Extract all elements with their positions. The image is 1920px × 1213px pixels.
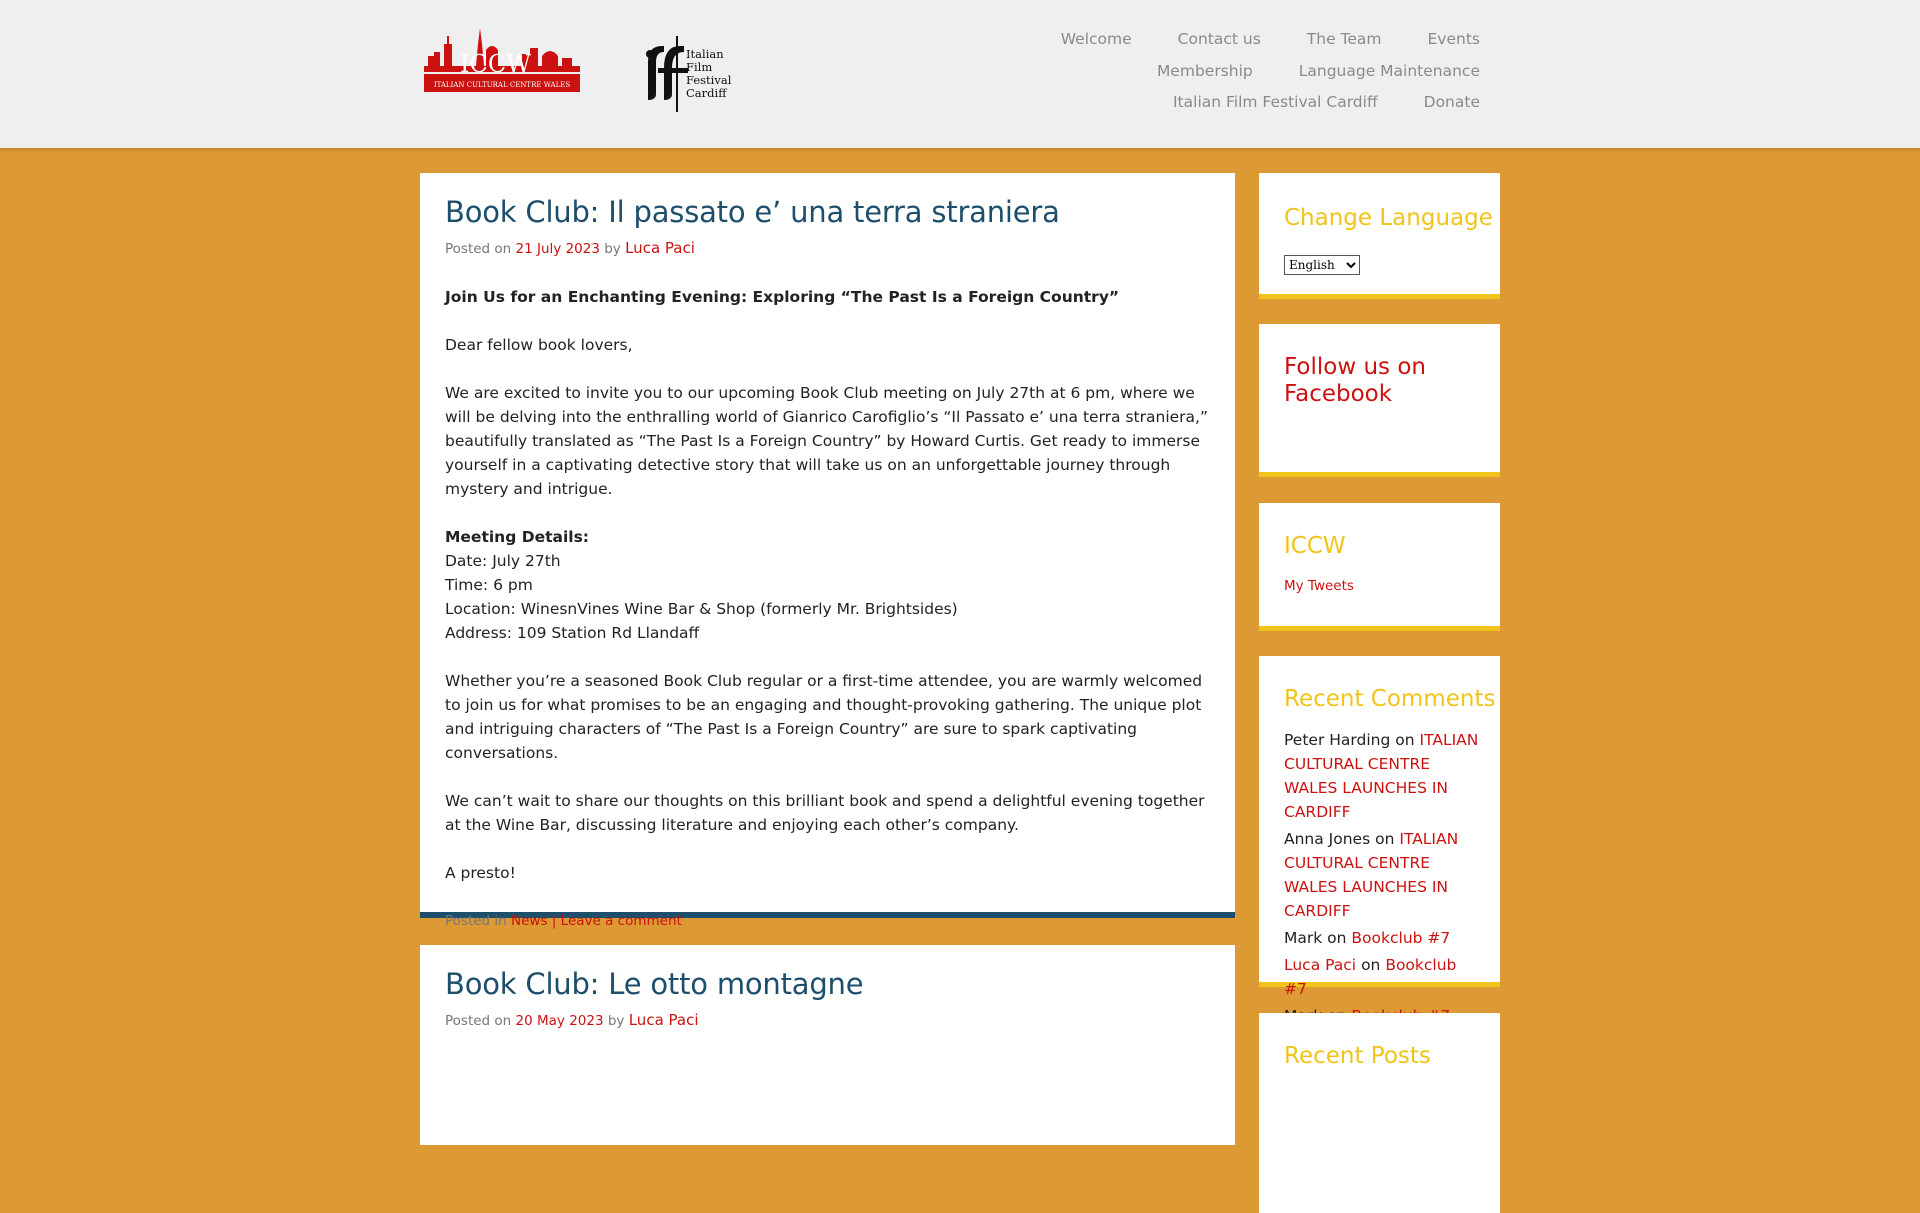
posted-on-label: Posted on bbox=[445, 241, 512, 257]
language-select[interactable] bbox=[1284, 255, 1360, 275]
meeting-time: Time: 6 pm bbox=[445, 576, 533, 594]
nav-italian-film-festival[interactable]: Italian Film Festival Cardiff bbox=[1172, 93, 1378, 111]
iccw-logo-subtext: ITALIAN CULTURAL CENTRE WALES bbox=[433, 81, 571, 89]
comment-post-link[interactable]: Bookclub #7 bbox=[1351, 929, 1451, 947]
post-date-link[interactable]: 21 July 2023 bbox=[515, 241, 600, 257]
posted-on-label: Posted on bbox=[445, 1013, 512, 1029]
posted-in-label: Posted in bbox=[445, 913, 507, 929]
post-intro-heading: Join Us for an Enchanting Evening: Exploring “The Past Is a Foreign Country” bbox=[445, 288, 1120, 306]
comment-post-link[interactable]: ITALIAN CULTURAL CENTRE WALES LAUNCHES IN CARDIFF bbox=[1284, 731, 1479, 821]
widget-title: Recent Posts bbox=[1284, 1043, 1431, 1069]
nav-the-team[interactable]: The Team bbox=[1306, 30, 1382, 48]
post-author-link[interactable]: Luca Paci bbox=[625, 239, 695, 257]
post-meta bbox=[445, 1011, 699, 1029]
leave-comment-link[interactable]: Leave a comment bbox=[560, 913, 682, 929]
nav-welcome[interactable]: Welcome bbox=[1060, 30, 1132, 48]
post-signoff: A presto! bbox=[445, 864, 516, 882]
on-label: on bbox=[1375, 830, 1395, 848]
facebook-widget bbox=[1259, 324, 1500, 477]
comment-author: Anna Jones bbox=[1284, 830, 1371, 848]
post-paragraph: We can’t wait to share our thoughts on this brilliant book and spend a delightful evening together at the Wine Bar, discussing literature and enjoying each other’s company. bbox=[445, 792, 1205, 834]
comment-post-link[interactable]: Bookclub #7 bbox=[1284, 956, 1457, 998]
meeting-date: Date: July 27th bbox=[445, 552, 561, 570]
iff-logo-line: Cardiff bbox=[686, 86, 727, 100]
nav-language-maintenance[interactable]: Language Maintenance bbox=[1298, 62, 1480, 80]
on-label: on bbox=[1327, 929, 1347, 947]
follow-facebook-link[interactable]: Follow us on Facebook bbox=[1284, 354, 1426, 407]
nav-contact-us[interactable]: Contact us bbox=[1177, 30, 1261, 48]
my-tweets-link[interactable]: My Tweets bbox=[1284, 578, 1354, 594]
post-paragraph: Whether you’re a seasoned Book Club regular or a first-time attendee, you are warmly welcomed to join us for what promises to be an engaging and thought-provoking gathering. The unique plot and intriguing characters of “The Past Is a Foreign Country” are sure to spark captivating conversations. bbox=[445, 672, 1203, 762]
iccw-widget bbox=[1259, 503, 1500, 631]
post-content bbox=[445, 285, 1215, 933]
on-label: on bbox=[1395, 731, 1415, 749]
post-meta bbox=[445, 239, 695, 257]
iccw-logo-text: ICCW bbox=[460, 50, 531, 78]
by-label: by bbox=[607, 1013, 625, 1029]
widget-title: ICCW bbox=[1284, 533, 1346, 559]
nav-events[interactable]: Events bbox=[1427, 30, 1480, 48]
post-date-link[interactable]: 20 May 2023 bbox=[515, 1013, 604, 1029]
post-article bbox=[420, 945, 1235, 1145]
meeting-details-heading: Meeting Details: bbox=[445, 528, 589, 546]
comment-item bbox=[1284, 926, 1484, 950]
nav-membership[interactable]: Membership bbox=[1156, 62, 1253, 80]
recent-comments-list bbox=[1284, 728, 1484, 1031]
recent-posts-widget bbox=[1259, 1013, 1500, 1213]
widget-title: Recent Comments bbox=[1284, 686, 1496, 712]
meeting-location: Location: WinesnVines Wine Bar & Shop (formerly Mr. Brightsides) bbox=[445, 600, 958, 618]
on-label: on bbox=[1361, 956, 1381, 974]
comment-author-link[interactable]: Luca Paci bbox=[1284, 956, 1357, 974]
post-title[interactable]: Book Club: Il passato e’ una terra straniera bbox=[445, 195, 1060, 229]
widget-title: Change Language bbox=[1284, 205, 1493, 231]
site-header bbox=[0, 0, 1920, 148]
meeting-address: Address: 109 Station Rd Llandaff bbox=[445, 624, 700, 642]
iff-logo-line: Italian bbox=[686, 47, 724, 61]
comment-post-link[interactable]: ITALIAN CULTURAL CENTRE WALES LAUNCHES IN CARDIFF bbox=[1284, 830, 1459, 920]
comment-item bbox=[1284, 953, 1484, 1001]
iff-logo-divider bbox=[676, 36, 678, 112]
footer-separator: | bbox=[551, 913, 557, 929]
comment-author: Mark bbox=[1284, 929, 1323, 947]
comment-author: Peter Harding bbox=[1284, 731, 1391, 749]
post-article bbox=[420, 173, 1235, 929]
iccw-logo[interactable] bbox=[422, 26, 582, 98]
by-label: by bbox=[604, 241, 621, 257]
post-author-link[interactable]: Luca Paci bbox=[628, 1011, 699, 1029]
change-language-widget bbox=[1259, 173, 1500, 299]
comment-item bbox=[1284, 728, 1484, 824]
iff-logo-line: Film bbox=[686, 60, 713, 74]
iff-logo-line: Festival bbox=[686, 73, 732, 87]
nav-row bbox=[1157, 62, 1480, 80]
nav-donate[interactable]: Donate bbox=[1423, 93, 1480, 111]
nav-row bbox=[1061, 30, 1480, 48]
comment-item bbox=[1284, 827, 1484, 923]
category-link-news[interactable]: News bbox=[511, 913, 548, 929]
post-paragraph: We are excited to invite you to our upcoming Book Club meeting on July 27th at 6 pm, where we will be delving into the enthralling world of Gianrico Carofiglio’s “Il Passato e’ una terra straniera,” beautifully translated as “The Past Is a Foreign Country” by Howard Curtis. Get ready to immerse yourself in a captivating detective story that will take us on an unforgettable journey through mystery and intrigue. bbox=[445, 384, 1208, 498]
post-title[interactable]: Book Club: Le otto montagne bbox=[445, 967, 864, 1001]
recent-comments-widget bbox=[1259, 656, 1500, 998]
iff-logo-text bbox=[686, 48, 731, 100]
post-footer bbox=[445, 909, 1215, 933]
post-greeting: Dear fellow book lovers, bbox=[445, 336, 633, 354]
nav-row bbox=[1173, 93, 1480, 111]
